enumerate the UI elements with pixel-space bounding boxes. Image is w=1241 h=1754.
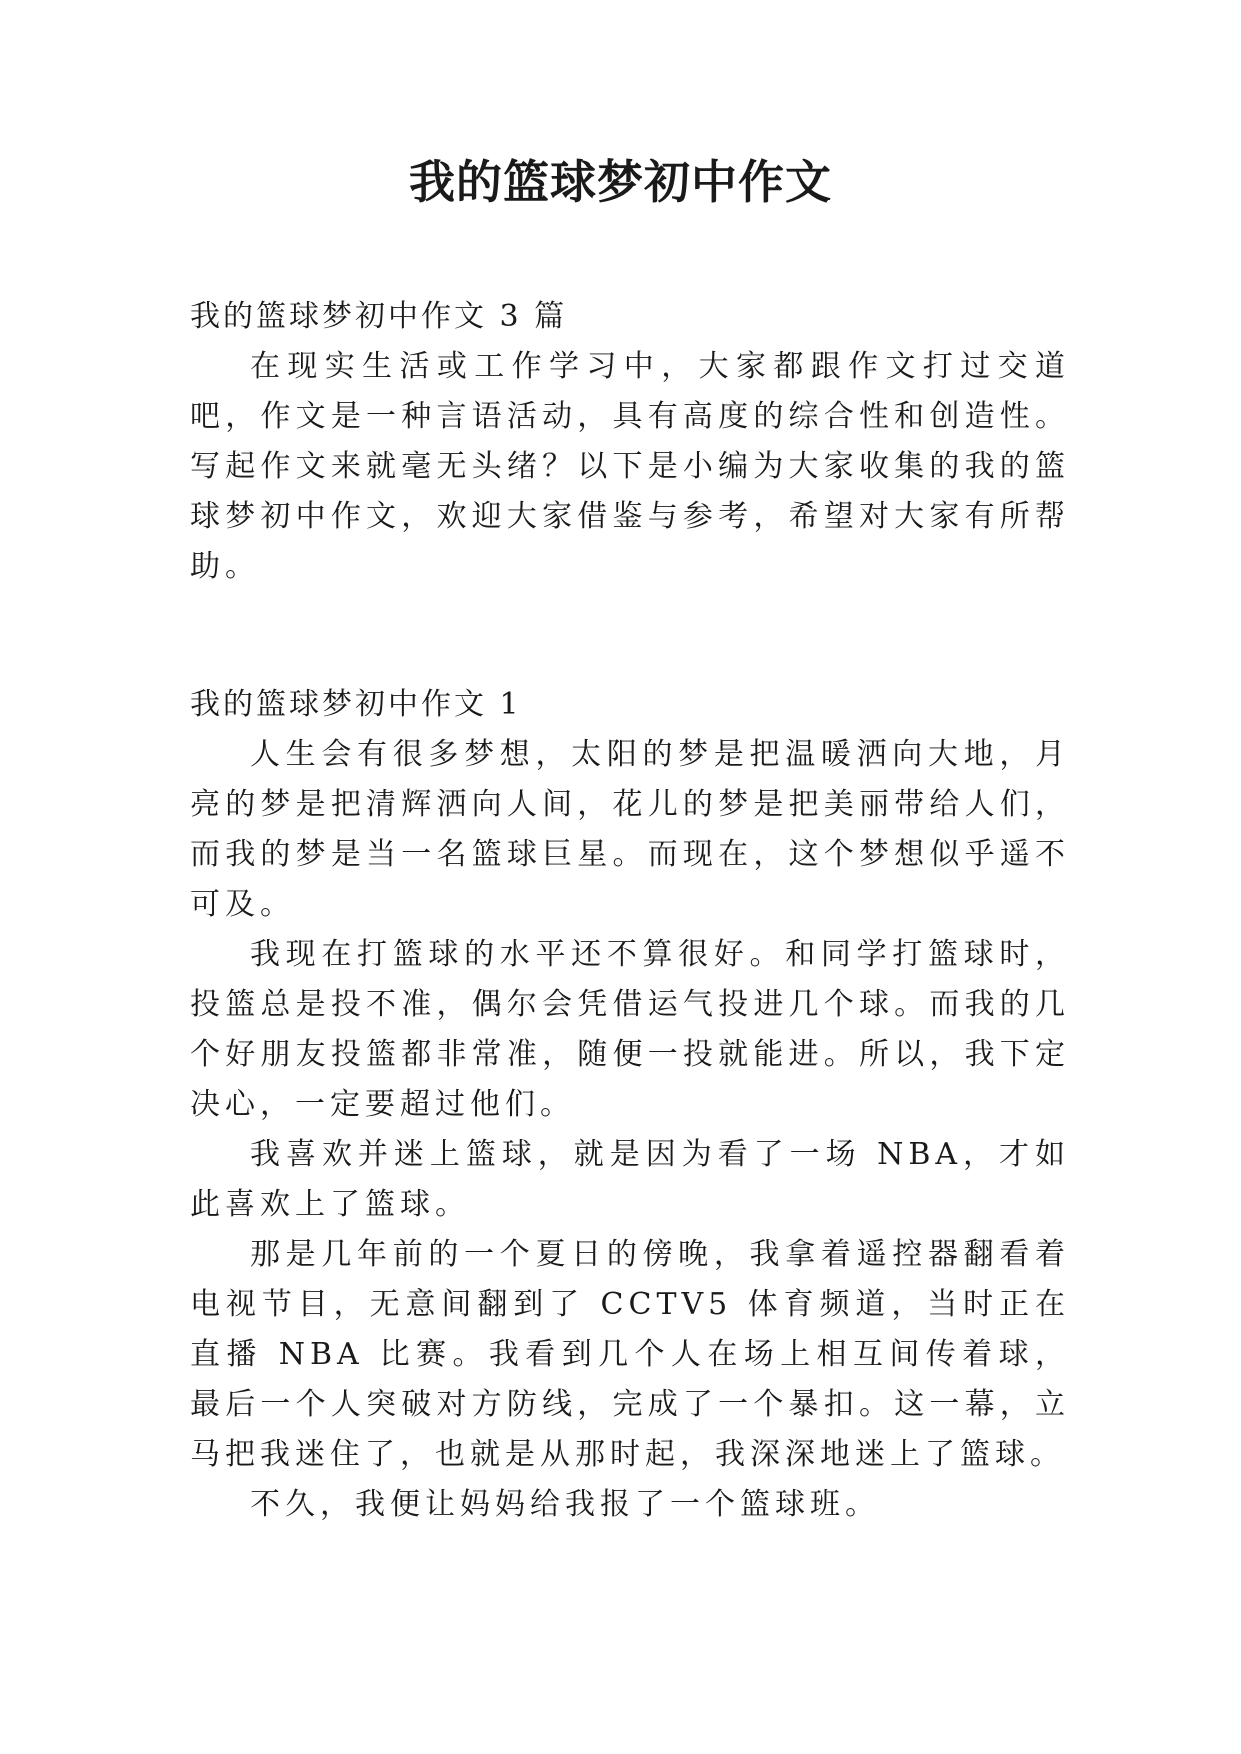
essay1-paragraph-5: 不久，我便让妈妈给我报了一个篮球班。 — [250, 1487, 880, 1522]
document-title: 我的篮球梦初中作文 — [409, 155, 832, 209]
essay1-paragraph-3: 我喜欢并迷上篮球，就是因为看了一场 NBA，才如此喜欢上了篮球。 — [190, 1137, 1070, 1222]
essay1-heading: 我的篮球梦初中作文 1 — [190, 687, 522, 722]
essay1-paragraph-2: 我现在打篮球的水平还不算很好。和同学打篮球时，投篮总是投不准，偶尔会凭借运气投进几个球。而我的几个好朋友投篮都非常准，随便一投就能进。所以，我下定决心，一定要超过他们。 — [190, 937, 1070, 1122]
essay1-paragraph-4: 那是几年前的一个夏日的傍晚，我拿着遥控器翻看着电视节目，无意间翻到了 CCTV5 体育频道，当时正在直播 NBA 比赛。我看到几个人在场上相互间传着球，最后一个人突破对方防线，完成了一个暴扣。这一幕，立马把我迷住了，也就是从那时起，我深深地迷上了篮球。 — [190, 1237, 1070, 1472]
essay1-paragraph-1: 人生会有很多梦想，太阳的梦是把温暖洒向大地，月亮的梦是把清辉洒向人间，花儿的梦是把美丽带给人们，而我的梦是当一名篮球巨星。而现在，这个梦想似乎遥不可及。 — [190, 737, 1070, 922]
section-spacer — [190, 592, 1070, 680]
document-body — [190, 292, 1070, 1530]
intro-paragraph: 在现实生活或工作学习中，大家都跟作文打过交道吧，作文是一种言语活动，具有高度的综合性和创造性。写起作文来就毫无头绪？以下是小编为大家收集的我的篮球梦初中作文，欢迎大家借鉴与参考，希望对大家有所帮助。 — [190, 349, 1070, 584]
intro-heading: 我的篮球梦初中作文 3 篇 — [190, 299, 568, 334]
